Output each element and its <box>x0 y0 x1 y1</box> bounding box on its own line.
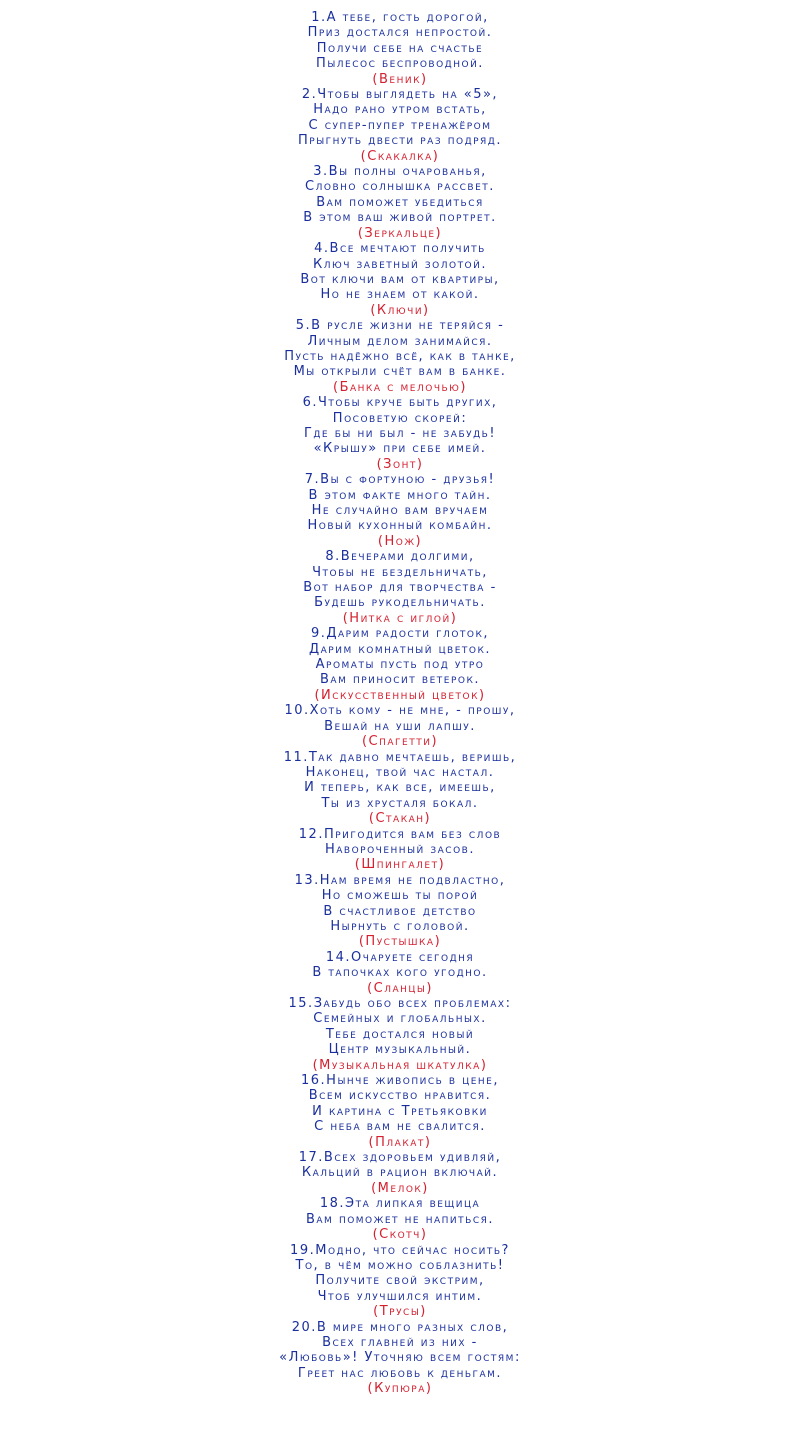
verse-line: Кальций в рацион включай. <box>301 1165 499 1181</box>
verse-line: Ароматы пусть под утро <box>315 657 485 673</box>
verse-line: Приз достался непростой. <box>307 25 493 41</box>
gift-answer: (Веник) <box>372 71 428 87</box>
verse-line: Центр музыкальный. <box>328 1042 472 1058</box>
verse <box>0 950 800 996</box>
verse <box>0 1320 800 1397</box>
verse-line: 12.Пригодится вам без слов <box>298 826 502 842</box>
verse-line: Но не знаем от какой. <box>320 287 480 303</box>
gift-answer: (Шпингалет) <box>354 857 446 873</box>
verse <box>0 1243 800 1320</box>
verse <box>0 1073 800 1150</box>
verse <box>0 996 800 1073</box>
verse-line: 9.Дарим радости глоток, <box>310 626 490 642</box>
verse-line: В счастливое детство <box>323 903 477 919</box>
verse-line: Но сможешь ты порой <box>321 888 479 904</box>
gift-answer: (Трусы) <box>373 1304 427 1320</box>
verse-line: 4.Все мечтают получить <box>314 241 486 257</box>
gift-answer: (Зонт) <box>376 456 424 472</box>
verse-line: Получите свой экстрим, <box>315 1273 485 1289</box>
verse-line: Дарим комнатный цветок. <box>308 641 492 657</box>
verse-line: Наконец, твой час настал. <box>305 764 495 780</box>
verse-line: Тебе достался новый <box>325 1026 475 1042</box>
verse <box>0 318 800 395</box>
verse-line: 19.Модно, что сейчас носить? <box>290 1242 510 1258</box>
verse-line: Где бы ни был - не забудь! <box>303 425 497 441</box>
verse-line: Пусть надёжно всё, как в танке, <box>284 348 516 364</box>
verse <box>0 1196 800 1242</box>
verse-line: Греет нас любовь к деньгам. <box>297 1365 503 1381</box>
verse-line: И картина с Третьяковки <box>312 1103 488 1119</box>
verse-line: Чтоб улучшился интим. <box>317 1288 483 1304</box>
verse-line: Всем искусство нравится. <box>308 1088 492 1104</box>
verse-line: Вешай на уши лапшу. <box>324 718 476 734</box>
verse-line: Вам поможет убедиться <box>316 194 484 210</box>
gift-answer: (Спагетти) <box>361 734 439 750</box>
verse-line: 5.В русле жизни не теряйся - <box>295 318 505 334</box>
verse-line: И теперь, как все, имеешь, <box>304 780 496 796</box>
verse-line: 15.Забудь обо всех проблемах: <box>288 996 512 1011</box>
verse <box>0 10 800 87</box>
verse-line: 1.А тебе, гость дорогой, <box>311 10 489 25</box>
verse-line: 18.Эта липкая вещица <box>319 1196 481 1212</box>
verse <box>0 241 800 318</box>
verse <box>0 1150 800 1196</box>
verse-line: Ты из хрусталя бокал. <box>321 795 479 811</box>
verse-line: 8.Вечерами долгими, <box>325 549 475 565</box>
verse-line: Нырнуть с головой. <box>330 918 470 934</box>
gift-answer: (Мелок) <box>371 1180 429 1196</box>
verse-line: «Любовь»! Уточняю всем гостям: <box>279 1350 521 1366</box>
verse <box>0 87 800 164</box>
verse-line: Личным делом занимайся. <box>307 333 493 349</box>
verse-line: 20.В мире много разных слов, <box>291 1319 509 1335</box>
gift-answer: (Музыкальная шкатулка) <box>312 1057 488 1073</box>
verse-line: В этом факте много тайн. <box>308 487 492 503</box>
verse-line: Вам приносит ветерок. <box>320 672 480 688</box>
verse-line: Не случайно вам вручаем <box>311 503 489 518</box>
gift-answer: (Сланцы) <box>367 980 433 996</box>
gift-answer: (Ключи) <box>370 302 430 318</box>
verse-line: 7.Вы с фортуною - друзья! <box>304 472 496 488</box>
verse-line: Будешь рукодельничать. <box>314 595 486 611</box>
verse-line: 13.Нам время не подвластно, <box>294 872 506 888</box>
verse-line: Новый кухонный комбайн. <box>307 518 493 534</box>
verse-line: В тапочках кого угодно. <box>312 965 488 981</box>
verse-line: 10.Хоть кому - не мне, - прошу, <box>284 703 516 719</box>
verse-line: Пылесос беспроводной. <box>316 56 484 72</box>
verse <box>0 827 800 873</box>
verse <box>0 873 800 950</box>
verse-line: Вот ключи вам от квартиры, <box>300 271 500 287</box>
gift-answer: (Стакан) <box>368 811 432 827</box>
verse-line: Посоветую скорей: <box>332 410 468 426</box>
verse-line: 2.Чтобы выглядеть на «5», <box>301 87 499 103</box>
verse-line: 6.Чтобы круче быть других, <box>302 395 498 411</box>
verse <box>0 626 800 703</box>
verse-line: Словно солнышка рассвет. <box>305 179 495 195</box>
verse-line: Надо рано утром встать, <box>313 102 487 118</box>
gift-answer: (Плакат) <box>368 1134 432 1150</box>
verse-line: Семейных и глобальных. <box>313 1011 487 1027</box>
gift-answer: (Пустышка) <box>358 934 442 950</box>
gift-answer: (Нож) <box>377 533 423 549</box>
verse-line: То, в чём можно соблазнить! <box>295 1257 505 1273</box>
gift-answer: (Скакалка) <box>360 148 440 164</box>
gift-answer: (Искусственный цветок) <box>314 687 486 703</box>
verse-line: С супер-пупер тренажёром <box>308 117 492 133</box>
verse-line: 16.Нынче живопись в цене, <box>301 1073 499 1089</box>
verse-line: Ключ заветный золотой. <box>312 256 488 272</box>
verse-line: 17.Всех здоровьем удивляй, <box>298 1150 502 1166</box>
gift-answer: (Нитка с иглой) <box>342 610 458 626</box>
verse-line: С неба вам не свалится. <box>314 1119 486 1135</box>
verse-line: 11.Так давно мечтаешь, веришь, <box>283 749 517 765</box>
verse-line: 3.Вы полны очарованья, <box>313 164 487 180</box>
gift-answer: (Банка с мелочью) <box>333 379 467 395</box>
verse-line: «Крышу» при себе имей. <box>313 441 487 457</box>
verse <box>0 164 800 241</box>
verse-line: Чтобы не бездельничать, <box>312 564 488 580</box>
verse-line: Мы открыли счёт вам в банке. <box>293 364 507 380</box>
verse <box>0 703 800 749</box>
gift-answer: (Скотч) <box>372 1227 428 1243</box>
verse-line: В этом ваш живой портрет. <box>303 210 497 226</box>
verse-line: Вам поможет не напиться. <box>305 1211 495 1227</box>
verse <box>0 472 800 549</box>
verse-line: Вот набор для творчества - <box>303 580 497 596</box>
verse <box>0 395 800 472</box>
verse <box>0 750 800 827</box>
verse-line: Получи себе на счастье <box>316 40 484 56</box>
verse-line: Всех главней из них - <box>322 1334 478 1350</box>
verse-line: Навороченный засов. <box>324 841 475 857</box>
verse-line: Прыгнуть двести раз подряд. <box>298 133 502 149</box>
gift-answer: (Зеркальце) <box>357 225 443 241</box>
verse-line: 14.Очаруете сегодня <box>325 949 475 965</box>
verse <box>0 549 800 626</box>
gift-answer: (Купюра) <box>367 1381 433 1397</box>
